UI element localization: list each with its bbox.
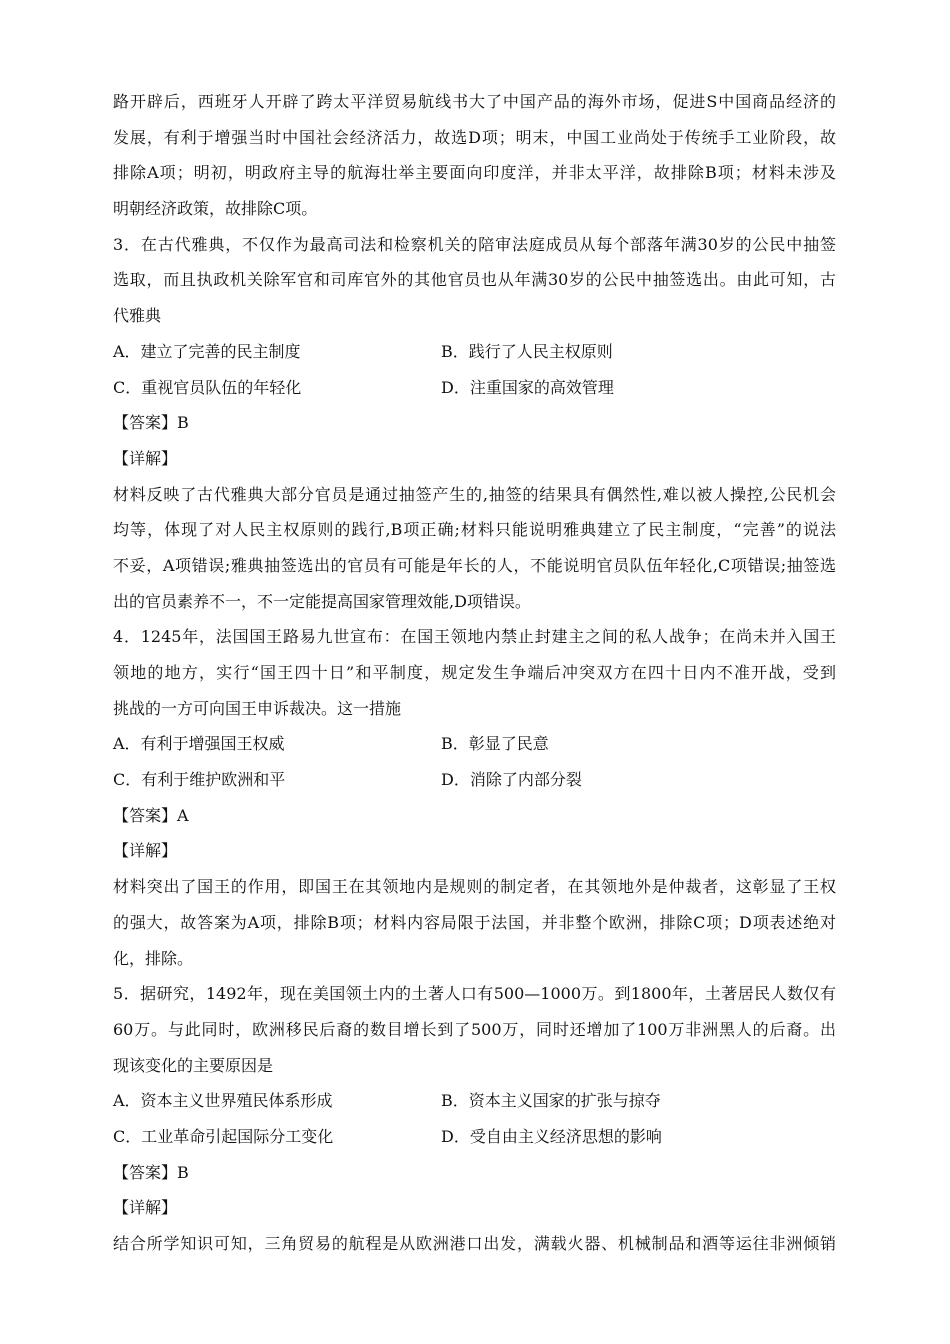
option-c: C．有利于维护欧洲和平 <box>113 770 286 790</box>
question-3-options-row <box>113 338 836 374</box>
detail-line: 材料突出了国王的作用，即国王在其领地内是规则的制定者，在其领地外是仲裁者，这彰显了王权 <box>113 877 836 897</box>
detail-line: 材料反映了古代雅典大部分官员是通过抽签产生的,抽签的结果具有偶然性,难以被人操控,公民机会 <box>113 484 836 504</box>
document-page <box>113 88 836 1266</box>
question-3-stem: 代雅典 <box>113 306 162 326</box>
detail-label: 【详解】 <box>113 448 178 468</box>
question-3-stem: 选取，而且执政机关除军官和司库官外的其他官员也从年满30岁的公民中抽签选出。由此可知，古 <box>113 270 836 290</box>
detail-line: 结合所学知识可知，三角贸易的航程是从欧洲港口出发，满载火器、机械制品和酒等运往非洲倾销 <box>113 1234 836 1253</box>
option-b: B．践行了人民主权原则 <box>441 341 613 361</box>
option-a: A．有利于增强国王权威 <box>113 734 285 754</box>
option-d: D．消除了内部分裂 <box>441 770 582 790</box>
question-5-options-row <box>113 1087 836 1123</box>
detail-line: 均等，体现了对人民主权原则的践行,B项正确;材料只能说明雅典建立了民主制度，“完善”的说法 <box>113 520 836 540</box>
option-c: C．重视官员队伍的年轻化 <box>113 377 302 397</box>
text-line: 路开辟后，西班牙人开辟了跨太平洋贸易航线书大了中国产品的海外市场，促进S中国商品经济的 <box>113 92 836 111</box>
question-5-stem: 60万。与此同时，欧洲移民后裔的数目增长到了500万，同时还增加了100万非洲黑人的后裔。出 <box>113 1019 836 1039</box>
text-line: 明朝经济政策，故排除C项。 <box>113 199 318 219</box>
question-4-stem: 领地的地方，实行“国王四十日”和平制度，规定发生争端后冲突双方在四十日内不准开战，受到 <box>113 663 836 682</box>
question-4-stem: 挑战的一方可向国王申诉裁决。这一措施 <box>113 698 402 718</box>
option-d: D．注重国家的高效管理 <box>441 377 614 397</box>
detail-label: 【详解】 <box>113 1198 178 1218</box>
question-5-stem: 5．据研究，1492年，现在美国领土内的土著人口有500—1000万。到1800年，土著居民人数仅有 <box>113 984 836 1004</box>
text-line: 发展，有利于增强当时中国社会经济活力，故选D项；明末，中国工业尚处于传统手工业阶段，故 <box>113 127 836 147</box>
question-4-options-row <box>113 730 836 766</box>
option-c: C．工业革命引起国际分工变化 <box>113 1126 334 1146</box>
detail-line: 的强大，故答案为A项，排除B项；材料内容局限于法国，并非整个欧洲，排除C项；D项表述绝对 <box>113 912 836 932</box>
detail-line: 出的官员素养不一，不一定能提高国家管理效能,D项错误。 <box>113 591 531 611</box>
option-a: A．资本主义世界殖民体系形成 <box>113 1091 333 1111</box>
detail-line: 不妥，A项错误;雅典抽签选出的官员有可能是年长的人，不能说明官员队伍年轻化,C项错误;抽签选 <box>113 555 836 575</box>
answer-label: 【答案】B <box>113 413 189 433</box>
detail-line: 化，排除。 <box>113 948 194 968</box>
question-5-options-row <box>113 1123 836 1159</box>
option-d: D．受自由主义经济思想的影响 <box>441 1126 662 1146</box>
option-b: B．彰显了民意 <box>441 734 549 754</box>
question-3-options-row <box>113 374 836 410</box>
answer-label: 【答案】B <box>113 1162 189 1182</box>
question-5-stem: 现该变化的主要原因是 <box>113 1055 274 1075</box>
detail-label: 【详解】 <box>113 841 178 861</box>
option-a: A．建立了完善的民主制度 <box>113 341 301 361</box>
question-3-stem: 3．在古代雅典，不仅作为最高司法和检察机关的陪审法庭成员从每个部落年满30岁的公民中抽签 <box>113 234 836 254</box>
question-4-stem: 4．1245年，法国国王路易九世宣布：在国王领地内禁止封建主之间的私人战争；在尚未并入国王 <box>113 627 836 647</box>
question-4-options-row <box>113 766 836 802</box>
answer-label: 【答案】A <box>113 805 189 825</box>
text-line: 排除A项；明初，明政府主导的航海壮举主要面向印度洋，并非太平洋，故排除B项；材料未涉及 <box>113 163 836 183</box>
option-b: B．资本主义国家的扩张与掠夺 <box>441 1091 661 1111</box>
